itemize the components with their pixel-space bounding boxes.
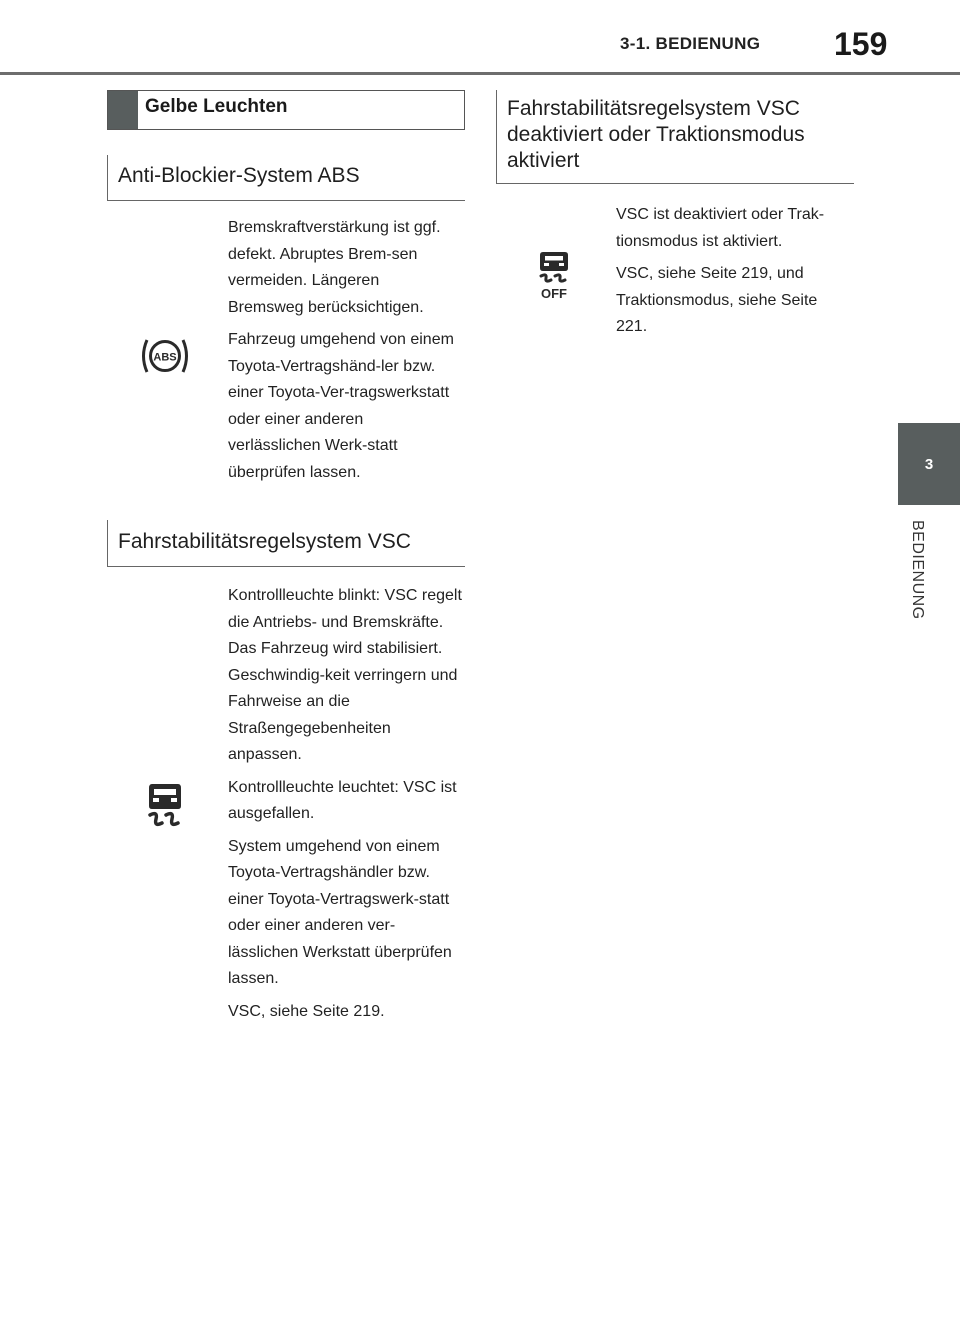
vsc-section-title: Fahrstabilitätsregelsystem VSC [118, 530, 411, 553]
vsc-off-paragraph-2: VSC, siehe Seite 219, und Traktionsmodus, siehe Seite 221. [616, 265, 818, 335]
section-rule [107, 200, 465, 201]
vsc-paragraph-3: System umgehend von einem Toyota-Vertragshändler bzw. einer Toyota-Vertragswerk-statt oder einer anderen ver-lässlichen Werkstatt überprüfen lassen. [228, 837, 452, 987]
vsc-off-icon-text: OFF [541, 286, 567, 300]
abs-paragraph-2: Fahrzeug umgehend von einem Toyota-Vertragshänd-ler bzw. einer Toyota-Ver-tragswerkstatt oder einer anderen verlässlichen Werk-statt überprüfen lassen. [228, 331, 454, 481]
chapter-tab: 3 [898, 423, 960, 505]
abs-description [228, 215, 458, 492]
section-rule [107, 566, 465, 567]
vsc-paragraph-4: VSC, siehe Seite 219. [228, 1002, 385, 1020]
banner-title: Gelbe Leuchten [145, 96, 288, 117]
running-header-section: 3-1. BEDIENUNG [620, 34, 761, 53]
section-marker-line [496, 90, 497, 183]
vsc-off-paragraph-1: VSC ist deaktiviert oder Trak-tionsmodus ist aktiviert. [616, 206, 825, 250]
chapter-label-text: BEDIENUNG [909, 520, 926, 620]
banner-accent-bar [108, 91, 138, 129]
vsc-skid-icon [144, 782, 186, 834]
vsc-paragraph-1: Kontrollleuchte blinkt: VSC regelt die Antriebs- und Bremskräfte. Das Fahrzeug wird stabilisiert. Geschwindig-keit verringern und Fahrweise an die Straßengegebenheiten anpassen. [228, 587, 462, 763]
svg-text:ABS: ABS [153, 351, 177, 364]
abs-warning-icon [138, 336, 192, 376]
section-marker-line [107, 155, 108, 200]
vsc-description [228, 583, 464, 1031]
abs-section-title: Anti-Blockier-System ABS [118, 164, 360, 187]
vsc-off-description [616, 202, 852, 347]
page-number: 159 [834, 26, 888, 62]
vsc-off-icon [536, 250, 572, 300]
header-rule [0, 72, 960, 75]
section-marker-line [107, 520, 108, 566]
section-rule [496, 183, 854, 184]
abs-paragraph-1: Bremskraftverstärkung ist ggf. defekt. Abruptes Brem-sen vermeiden. Längeren Bremsweg berücksichtigen. [228, 219, 441, 316]
chapter-label [896, 520, 940, 640]
vsc-paragraph-2: Kontrollleuchte leuchtet: VSC ist ausgefallen. [228, 778, 457, 822]
vsc-off-section-title: Fahrstabilitätsregelsystem VSC deaktiviert oder Traktionsmodus aktiviert [507, 97, 805, 172]
